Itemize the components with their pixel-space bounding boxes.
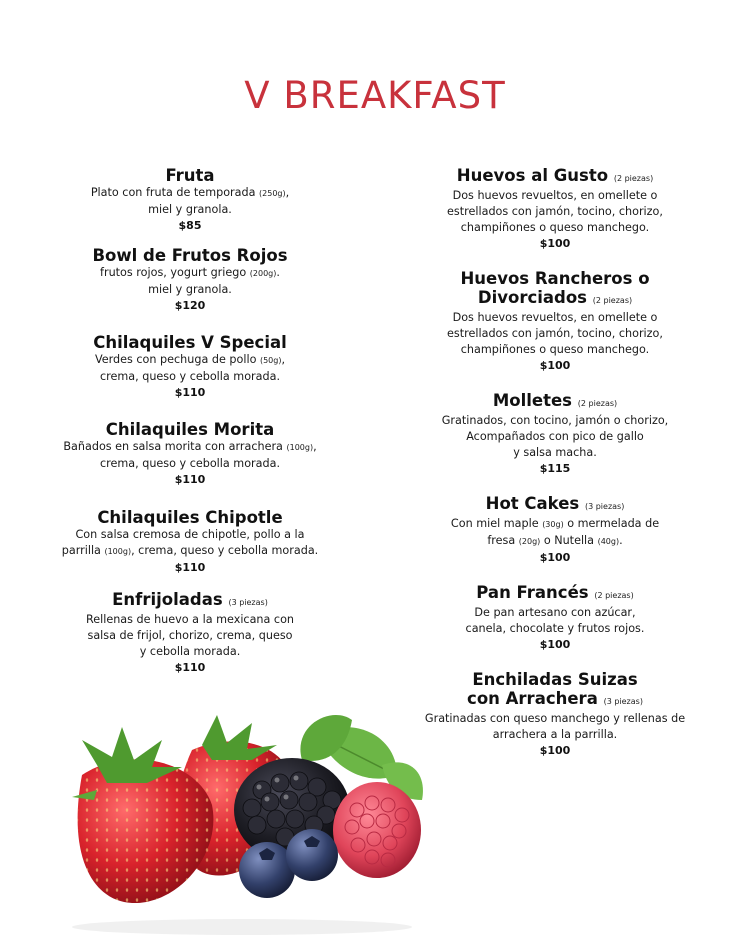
item-name: Hot Cakes (3 piezas) — [485, 494, 625, 513]
item-price: $85 — [178, 219, 202, 232]
item-name: Enfrijoladas (3 piezas) — [112, 590, 268, 609]
item-name: Pan Francés (2 piezas) — [476, 583, 634, 602]
item-price: $115 — [539, 462, 571, 475]
item-description: Dos huevos revueltos, en omellete o estrellados con jamón, tocino, chorizo, champiñones o queso manchego. — [447, 311, 663, 356]
menu-item-enchiladas-suizas — [402, 670, 708, 758]
item-description: Dos huevos revueltos, en omellete o estrellados con jamón, tocino, chorizo, champiñones o queso manchego. — [447, 189, 663, 234]
item-description: Verdes con pechuga de pollo (50g), crema, queso y cebolla morada. — [94, 353, 286, 383]
item-name: Bowl de Frutos Rojos — [92, 246, 288, 265]
item-name: Chilaquiles Morita — [105, 420, 275, 439]
item-price: $100 — [539, 638, 571, 651]
item-name: Huevos Rancheros o — [460, 269, 650, 288]
item-note: (3 piezas) — [228, 598, 268, 607]
item-price: $110 — [174, 661, 206, 674]
menu-item-chilaquiles-chipotle — [42, 508, 338, 575]
menu-item-bowl-de-frutos-rojos — [42, 246, 338, 313]
item-description: Con salsa cremosa de chipotle, pollo a la parrilla (100g), crema, queso y cebolla morada. — [61, 528, 319, 557]
item-name-line-2: con Arrachera (3 piezas) — [467, 689, 643, 708]
item-note: (2 piezas) — [577, 399, 618, 408]
menu-item-huevos-rancheros — [402, 269, 708, 373]
menu-item-chilaquiles-v-special — [42, 333, 338, 400]
item-price: $110 — [174, 386, 206, 399]
menu-title: V BREAKFAST — [244, 74, 506, 117]
raspberry — [333, 782, 421, 878]
item-name: Enchiladas Suizas — [472, 670, 638, 689]
item-note: (2 piezas) — [594, 591, 634, 600]
item-name: Fruta — [165, 166, 215, 185]
item-name: Molletes (2 piezas) — [492, 391, 618, 410]
item-price: $100 — [539, 744, 571, 757]
item-price: $110 — [174, 561, 206, 574]
item-description: Bañados en salsa morita con arrachera (100g), crema, queso y cebolla morada. — [63, 440, 317, 470]
menu-item-huevos-al-gusto — [402, 166, 708, 251]
item-price: $110 — [174, 473, 206, 486]
item-price: $100 — [539, 551, 571, 564]
menu-item-fruta — [42, 166, 338, 233]
menu-item-pan-frances — [402, 583, 708, 652]
item-name: Chilaquiles V Special — [93, 333, 287, 352]
menu-item-chilaquiles-morita — [42, 420, 338, 487]
item-name: Huevos al Gusto (2 piezas) — [456, 166, 654, 185]
item-description: Gratinados, con tocino, jamón o chorizo, Acompañados con pico de gallo y salsa macha. — [441, 414, 669, 459]
item-note: (2 piezas) — [592, 296, 633, 305]
item-price: $120 — [174, 299, 206, 312]
item-description: De pan artesano con azúcar, canela, chocolate y frutos rojos. — [465, 606, 645, 635]
item-name-line-2: Divorciados (2 piezas) — [477, 288, 633, 307]
item-note: (3 piezas) — [584, 502, 625, 511]
item-price: $100 — [539, 237, 571, 250]
item-description: Con miel maple (30g) o mermelada de fresa (20g) o Nutella (40g). — [450, 517, 660, 547]
item-description: frutos rojos, yogurt griego (200g). miel y granola. — [100, 266, 280, 296]
item-description: Plato con fruta de temporada (250g), miel y granola. — [90, 186, 290, 216]
item-note: (2 piezas) — [613, 174, 654, 183]
item-price: $100 — [539, 359, 571, 372]
right-menu-column — [402, 166, 708, 758]
left-menu-column — [42, 166, 338, 675]
berries-illustration — [52, 705, 432, 941]
item-description: Gratinadas con queso manchego y rellenas de arrachera a la parrilla. — [424, 712, 686, 741]
item-description: Rellenas de huevo a la mexicana con salsa de frijol, chorizo, crema, queso y cebolla morada. — [85, 613, 295, 658]
menu-item-enfrijoladas — [42, 590, 338, 675]
item-note: (3 piezas) — [603, 697, 643, 706]
menu-item-hot-cakes — [402, 494, 708, 565]
item-name: Chilaquiles Chipotle — [97, 508, 283, 527]
menu-item-molletes — [402, 391, 708, 476]
